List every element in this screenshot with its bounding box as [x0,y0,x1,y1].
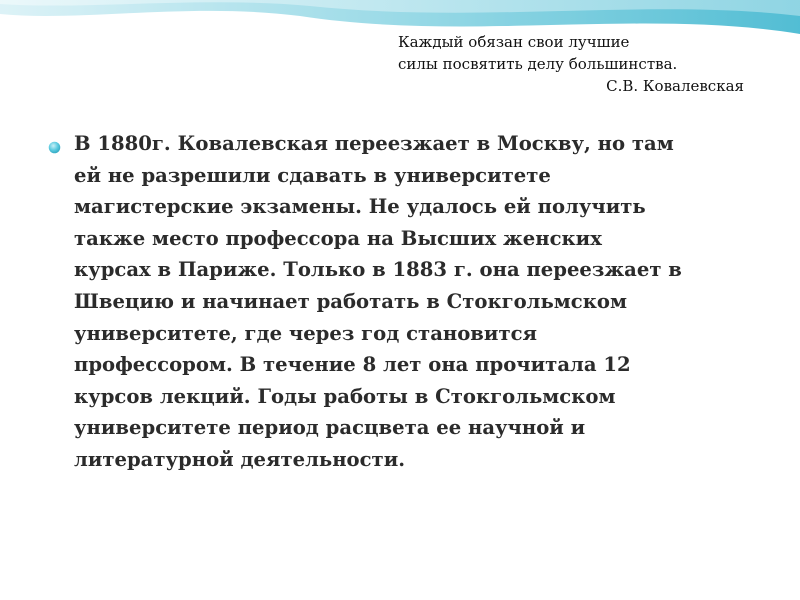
body-line: профессором. В течение 8 лет она прочитала 12 [74,353,631,377]
body-line: литературной деятельности. [74,447,406,471]
body-paragraph [74,128,748,476]
main-content [48,128,748,476]
body-line: ей не разрешили сдавать в университете [74,163,551,187]
epigraph-quote [398,31,788,97]
body-line: также место профессора на Высших женских [74,226,602,250]
body-line: курсов лекций. Годы работы в Стокгольмском [74,384,616,408]
quote-line-2: силы посвятить делу большинства. [398,55,678,73]
quote-author: С.В. Ковалевская [606,77,744,95]
body-line: университете период расцвета ее научной и [74,416,586,440]
quote-line-1: Каждый обязан свои лучшие [398,33,630,51]
body-line: Швецию и начинает работать в Стокгольмском [74,289,627,313]
body-line: магистерские экзамены. Не удалось ей получить [74,195,646,219]
body-line: курсах в Париже. Только в 1883 г. она переезжает в [74,258,682,282]
bullet-dot-icon [48,141,61,154]
body-line: университете, где через год становится [74,321,537,345]
body-line: В 1880г. Ковалевская переезжает в Москву, но там [74,132,674,155]
